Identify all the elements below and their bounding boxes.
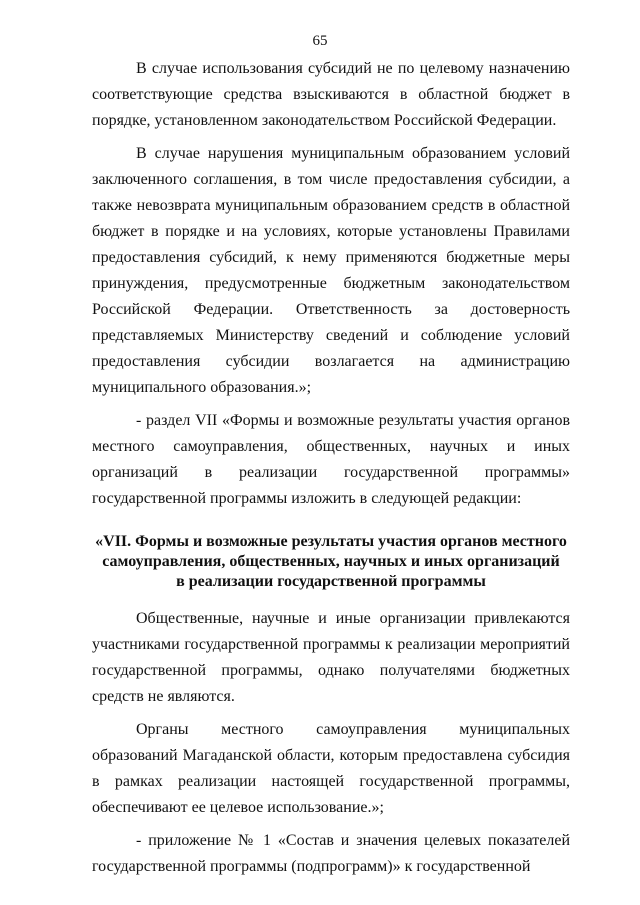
section-heading-line: «VII. Формы и возможные результаты участия органов местного [95, 533, 567, 550]
paragraph-public-organizations: Общественные, научные и иные организации привлекаются участниками государственной программы к реализации мероприятий государственной программы, однако получателями бюджетных средств не являются. [92, 610, 570, 705]
page-number: 65 [312, 33, 328, 49]
section-heading [92, 532, 570, 592]
paragraph-section-vii-amendment: - раздел VII «Формы и возможные результаты участия органов местного самоуправления, общественных, научных и иных организаций в реализации государственной программы» государственной программы изложить в следующей редакции: [92, 412, 570, 507]
paragraph-misuse-of-subsidies: В случае использования субсидий не по целевому назначению соответствующие средства взыскиваются в областной бюджет в порядке, установленном законодательством Российской Федерации. [92, 60, 570, 129]
section-heading-line: самоуправления, общественных, научных и иных организаций [102, 553, 560, 570]
paragraph-appendix-1-amendment: - приложение № 1 «Состав и значения целевых показателей государственной программы (подпрограмм)» к государственной [92, 832, 570, 875]
paragraph-local-self-government: Органы местного самоуправления муниципальных образований Магаданской области, которым предоставлена субсидия в рамках реализации настоящей государственной программы, обеспечивают ее целевое использование.»; [92, 721, 570, 816]
section-heading-line: в реализации государственной программы [176, 573, 486, 590]
paragraph-violation-of-agreement: В случае нарушения муниципальным образованием условий заключенного соглашения, в том числе предоставления субсидии, а также невозврата муниципальным образованием средств в областной бюджет в порядке и на условиях, которые установлены Правилами предоставления субсидий, к нему применяются бюджетные меры принуждения, предусмотренные бюджетным законодательством Российской Федерации. Ответственность за достоверность представляемых Министерству сведений и соблюдение условий предоставления субсидии возлагается на администрацию муниципального образования.»; [92, 145, 570, 396]
document-body [92, 56, 570, 887]
